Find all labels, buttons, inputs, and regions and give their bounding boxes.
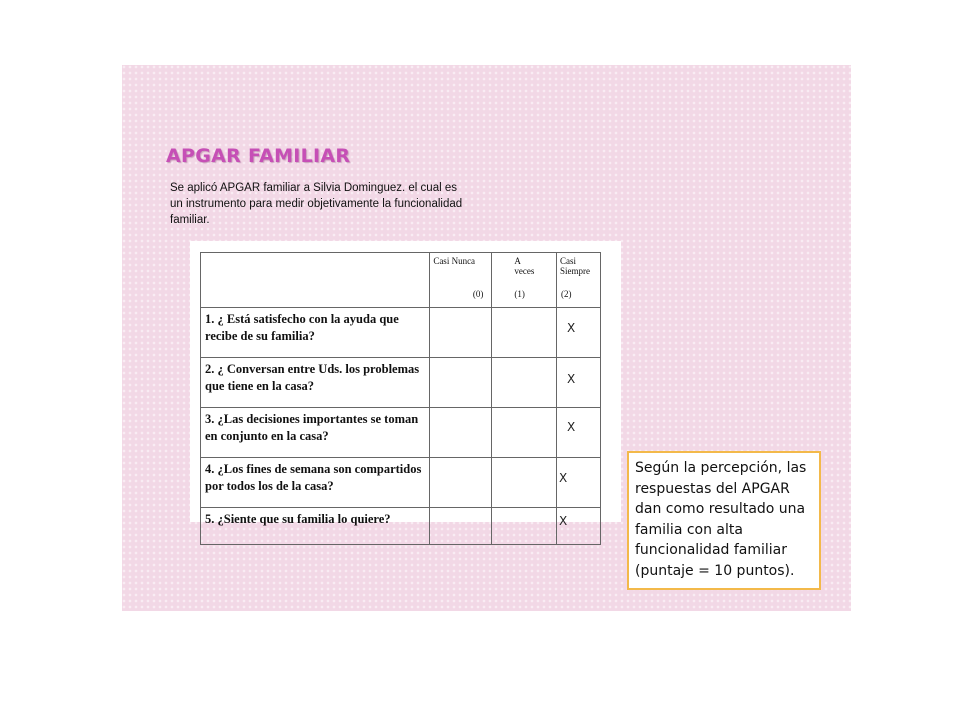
answer-cell — [492, 508, 557, 545]
answer-cell — [557, 308, 601, 358]
header-casi-nunca — [430, 253, 492, 308]
answer-cell — [492, 408, 557, 458]
header-empty-cell — [201, 253, 430, 308]
slide-title: APGAR FAMILIAR — [166, 145, 351, 167]
answer-cell — [492, 308, 557, 358]
header-a-veces — [492, 253, 557, 308]
answer-mark: X — [559, 514, 568, 528]
column-score: (1) — [514, 289, 525, 299]
conclusion-note: Según la percepción, las respuestas del APGAR dan como resultado una familia con alta funcionalidad familiar (puntaje = 10 puntos). — [627, 451, 821, 590]
column-score: (0) — [472, 289, 484, 299]
answer-cell — [430, 508, 492, 545]
answer-mark: X — [559, 471, 568, 485]
table-row — [201, 458, 601, 508]
table-header-row — [201, 253, 601, 308]
answer-cell — [557, 358, 601, 408]
table-row — [201, 308, 601, 358]
apgar-table — [200, 252, 601, 545]
answer-cell — [557, 508, 601, 545]
column-score: (2) — [561, 289, 572, 299]
answer-cell — [557, 458, 601, 508]
answer-cell — [430, 358, 492, 408]
question-cell: 5. ¿Siente que su familia lo quiere? — [201, 508, 430, 545]
column-label: A veces — [514, 256, 535, 276]
question-cell: 1. ¿ Está satisfecho con la ayuda que recibe de su familia? — [201, 308, 430, 358]
answer-cell — [557, 408, 601, 458]
table-row — [201, 408, 601, 458]
column-label: Casi Siempre — [560, 256, 591, 276]
intro-text: Se aplicó APGAR familiar a Silvia Dominguez. el cual es un instrumento para medir objetivamente la funcionalidad familiar. — [170, 182, 463, 226]
answer-mark: X — [567, 372, 576, 386]
answer-cell — [430, 308, 492, 358]
table-row — [201, 508, 601, 545]
header-casi-siempre — [557, 253, 601, 308]
table-row — [201, 358, 601, 408]
answer-cell — [492, 358, 557, 408]
answer-cell — [430, 458, 492, 508]
answer-mark: X — [567, 420, 576, 434]
question-cell: 3. ¿Las decisiones importantes se toman en conjunto en la casa? — [201, 408, 430, 458]
answer-cell — [430, 408, 492, 458]
apgar-table-image — [190, 241, 621, 528]
column-label: Casi Nunca — [433, 256, 476, 266]
question-cell: 4. ¿Los fines de semana son compartidos por todos los de la casa? — [201, 458, 430, 508]
question-cell: 2. ¿ Conversan entre Uds. los problemas que tiene en la casa? — [201, 358, 430, 408]
answer-mark: X — [567, 321, 576, 335]
answer-cell — [492, 458, 557, 508]
